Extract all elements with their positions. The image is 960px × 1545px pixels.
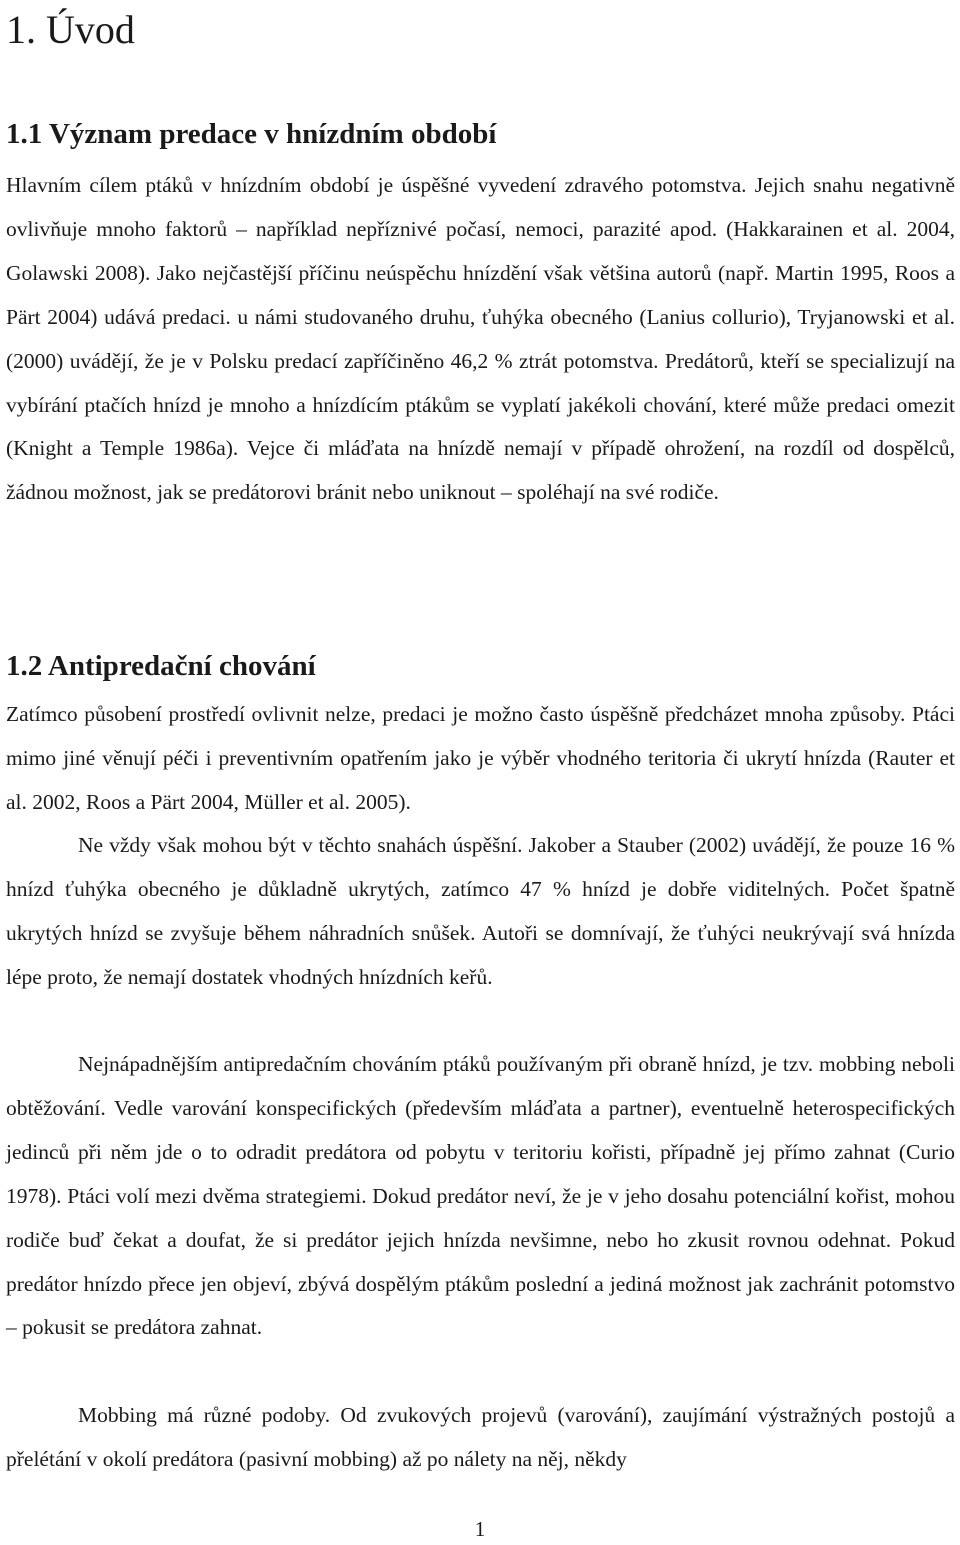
page-number: 1 [474, 1517, 486, 1541]
paragraph-mobbing: Nejnápadnějším antipredačním chováním ptáků používaným při obraně hnízd, je tzv. mobbing neboli obtěžování. Vedle varování konspecifických (především mláďata a partner), eventuelně heterospecifických jedinců při něm jde o to odradit predátora od pobytu v teritoriu kořisti, případně jej přímo zahnat (Curio 1978). Ptáci volí mezi dvěma strategiemi. Dokud predátor neví, že je v jeho dosahu potenciální kořist, mohou rodiče buď čekat a doufat, že si predátor jejich hnízda nevšimne, nebo ho zkusit rovnou odehnat. Pokud predátor hnízdo přece jen objeví, zbývá dospělým ptákům poslední a jediná možnost jak zachránit potomstvo – pokusit se predátora zahnat. [6, 1052, 955, 1340]
section-heading-1-1: 1.1 Význam predace v hnízdním období [6, 118, 497, 150]
chapter-title: 1. Úvod [6, 7, 135, 52]
paragraph-predation-importance: Hlavním cílem ptáků v hnízdním období je úspěšné vyvedení zdravého potomstva. Jejich snahu negativně ovlivňuje mnoho faktorů – například nepříznivé počasí, nemoci, parazité apod. (Hakkarainen et al. 2004, Golawski 2008). Jako nejčastější příčinu neúspěchu hnízdění však většina autorů (např. Martin 1995, Roos a Pärt 2004) udává predaci. u námi studovaného druhu, ťuhýka obecného (Lanius collurio), Tryjanowski et al. (2000) uvádějí, že je v Polsku predací zapříčiněno 46,2 % ztrát potomstva. Predátorů, kteří se specializují na vybírání ptačích hnízd je mnoho a hnízdícím ptákům se vyplatí jakékoli chování, které může predaci omezit (Knight a Temple 1986a). Vejce či mláďata na hnízdě nemají v případě ohrožení, na rozdíl od dospělců, žádnou možnost, jak se predátorovi bránit nebo uniknout – spoléhají na své rodiče. [6, 173, 955, 505]
paragraph-prevention: Zatímco působení prostředí ovlivnit nelze, predaci je možno často úspěšně předcházet mnoha způsoby. Ptáci mimo jiné věnují péči i preventivním opatřením jako je výběr vhodného teritoria či ukrytí hnízda (Rauter et al. 2002, Roos a Pärt 2004, Müller et al. 2005). [6, 702, 955, 814]
section-heading-1-2: 1.2 Antipredační chování [6, 650, 316, 682]
paragraph-nest-concealment: Ne vždy však mohou být v těchto snahách úspěšní. Jakober a Stauber (2002) uvádějí, že pouze 16 % hnízd ťuhýka obecného je důkladně ukrytých, zatímco 47 % hnízd je dobře viditelných. Počet špatně ukrytých hnízd se zvyšuje během náhradních snůšek. Autoři se domnívají, že ťuhýci neukrývají svá hnízda lépe proto, že nemají dostatek vhodných hnízdních keřů. [6, 833, 955, 989]
paragraph-mobbing-forms: Mobbing má různé podoby. Od zvukových projevů (varování), zaujímání výstražných postojů a přelétání v okolí predátora (pasivní mobbing) až po nálety na něj, někdy [6, 1403, 955, 1471]
